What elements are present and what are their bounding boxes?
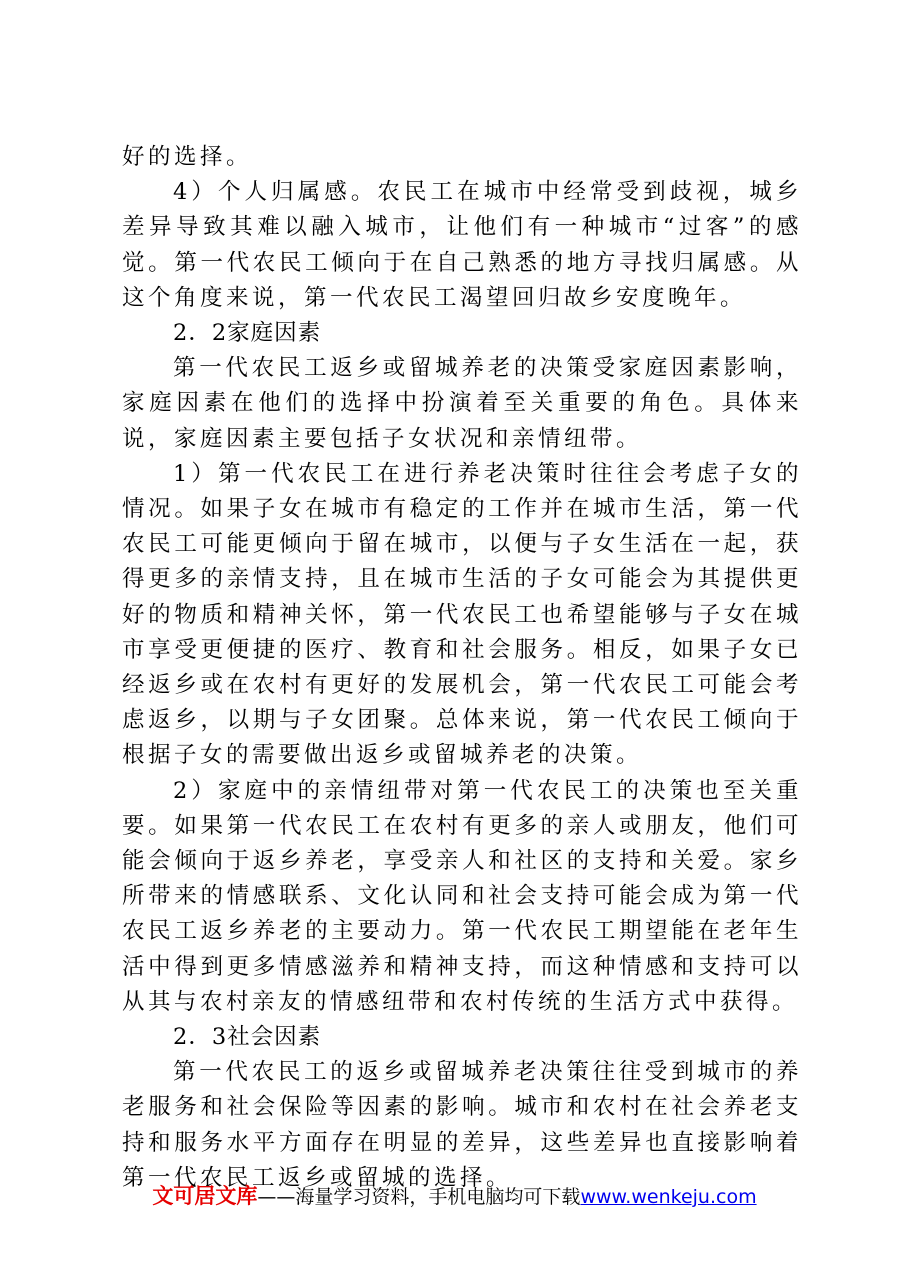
paragraph-continuation: 好的选择。 bbox=[122, 144, 253, 170]
footer-description: ——海量学习资料，手机电脑均可下载 bbox=[257, 1186, 581, 1208]
section-heading-family-factors: 2．2家庭因素 bbox=[173, 320, 322, 347]
footer-banner bbox=[0, 1182, 909, 1211]
paragraph-social-intro: 第一代农民工的返乡或留城养老决策往往受到城市的养老服务和社会保险等因素的影响。城市和农村在社会养老支持和服务水平方面存在明显的差异，这些差异也直接影响着第一代农民工返乡或留城的选择。 bbox=[122, 1059, 802, 1191]
section-heading-social-factors: 2．3社会因素 bbox=[173, 1024, 322, 1051]
paragraph-family-bonds: 2）家庭中的亲情纽带对第一代农民工的决策也至关重要。如果第一代农民工在农村有更多的亲人或朋友，他们可能会倾向于返乡养老，享受亲人和社区的支持和关爱。家乡所带来的情感联系、文化认同和社会支持可能会成为第一代农民工返乡养老的主要动力。第一代农民工期望能在老年生活中得到更多情感滋养和精神支持，而这种情感和支持可以从其与农村亲友的情感纽带和农村传统的生活方式中获得。 bbox=[122, 777, 802, 1015]
footer-brand-name: 文可居文库 bbox=[152, 1184, 258, 1208]
footer-website-link[interactable]: www.wenkeju.com bbox=[580, 1186, 757, 1208]
paragraph-children-situation: 1）第一代农民工在进行养老决策时往往会考虑子女的情况。如果子女在城市有稳定的工作并在城市生活，第一代农民工可能更倾向于留在城市，以便与子女生活在一起，获得更多的亲情支持，且在城市生活的子女可能会为其提供更好的物质和精神关怀，第一代农民工也希望能够与子女在城市享受更便捷的医疗、教育和社会服务。相反，如果子女已经返乡或在农村有更好的发展机会，第一代农民工可能会考虑返乡，以期与子女团聚。总体来说，第一代农民工倾向于根据子女的需要做出返乡或留城养老的决策。 bbox=[122, 460, 802, 769]
document-body bbox=[122, 140, 802, 1196]
paragraph-personal-belonging: 4）个人归属感。农民工在城市中经常受到歧视，城乡差异导致其难以融入城市，让他们有一种城市“过客”的感觉。第一代农民工倾向于在自己熟悉的地方寻找归属感。从这个角度来说，第一代农民工渴望回归故乡安度晚年。 bbox=[122, 179, 802, 311]
paragraph-family-intro: 第一代农民工返乡或留城养老的决策受家庭因素影响，家庭因素在他们的选择中扮演着至关重要的角色。具体来说，家庭因素主要包括子女状况和亲情纽带。 bbox=[122, 355, 802, 452]
